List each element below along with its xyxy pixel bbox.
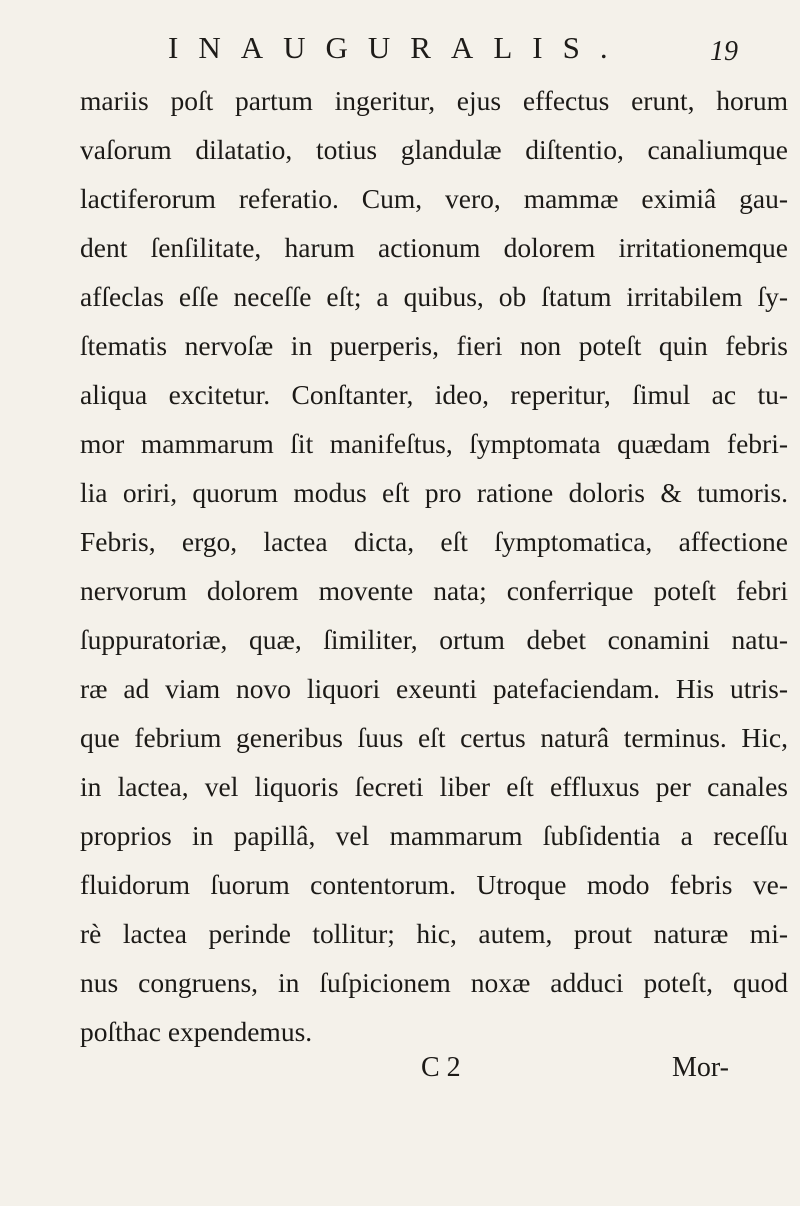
running-head: INAUGURALIS. [168, 30, 628, 65]
text-line: lactiferorum referatio. Cum, vero, mammæ eximiâ gau- [80, 183, 788, 214]
text-line: nervorum dolorem movente nata; conferrique poteſt febri [80, 575, 788, 606]
text-line: dent ſenſilitate, harum actionum dolorem irritationemque [80, 232, 788, 263]
text-line: ræ ad viam novo liquori exeunti patefaciendam. His utris- [80, 673, 788, 704]
text-line: vaſorum dilatatio, totius glandulæ diſtentio, canaliumque [80, 134, 788, 165]
text-line: ſuppuratoriæ, quæ, ſimiliter, ortum debet conamini natu- [80, 624, 788, 655]
text-line: mor mammarum ſit manifeſtus, ſymptomata quædam febri- [80, 428, 788, 459]
text-line: rè lactea perinde tollitur; hic, autem, prout naturæ mi- [80, 918, 788, 949]
text-line: Febris, ergo, lactea dicta, eſt ſymptomatica, affectione [80, 526, 788, 557]
text-line-last: poſthac expendemus. [80, 1016, 313, 1047]
text-line: proprios in papillâ, vel mammarum ſubſidentia a receſſu [80, 820, 788, 851]
catchword: Mor- [672, 1052, 729, 1083]
text-line: lia oriri, quorum modus eſt pro ratione doloris & tumoris. [80, 477, 788, 508]
text-line: in lactea, vel liquoris ſecreti liber eſt effluxus per canales [80, 771, 788, 802]
page-number: 19 [710, 36, 738, 67]
text-line: nus congruens, in ſuſpicionem noxæ adduci poteſt, quod [80, 967, 788, 998]
text-line: mariis poſt partum ingeritur, ejus effectus erunt, horum [80, 85, 788, 116]
text-line: fluidorum ſuorum contentorum. Utroque modo febris ve- [80, 869, 788, 900]
text-line: afſeclas eſſe neceſſe eſt; a quibus, ob ſtatum irritabilem ſy- [80, 281, 788, 312]
signature-mark: C 2 [421, 1052, 461, 1083]
text-line: que febrium generibus ſuus eſt certus naturâ terminus. Hic, [80, 722, 788, 753]
body-text [80, 76, 788, 1056]
page-footer [0, 1052, 800, 1092]
text-line: ſtematis nervoſæ in puerperis, fieri non poteſt quin febris [80, 330, 788, 361]
text-line: aliqua excitetur. Conſtanter, ideo, reperitur, ſimul ac tu- [80, 379, 788, 410]
